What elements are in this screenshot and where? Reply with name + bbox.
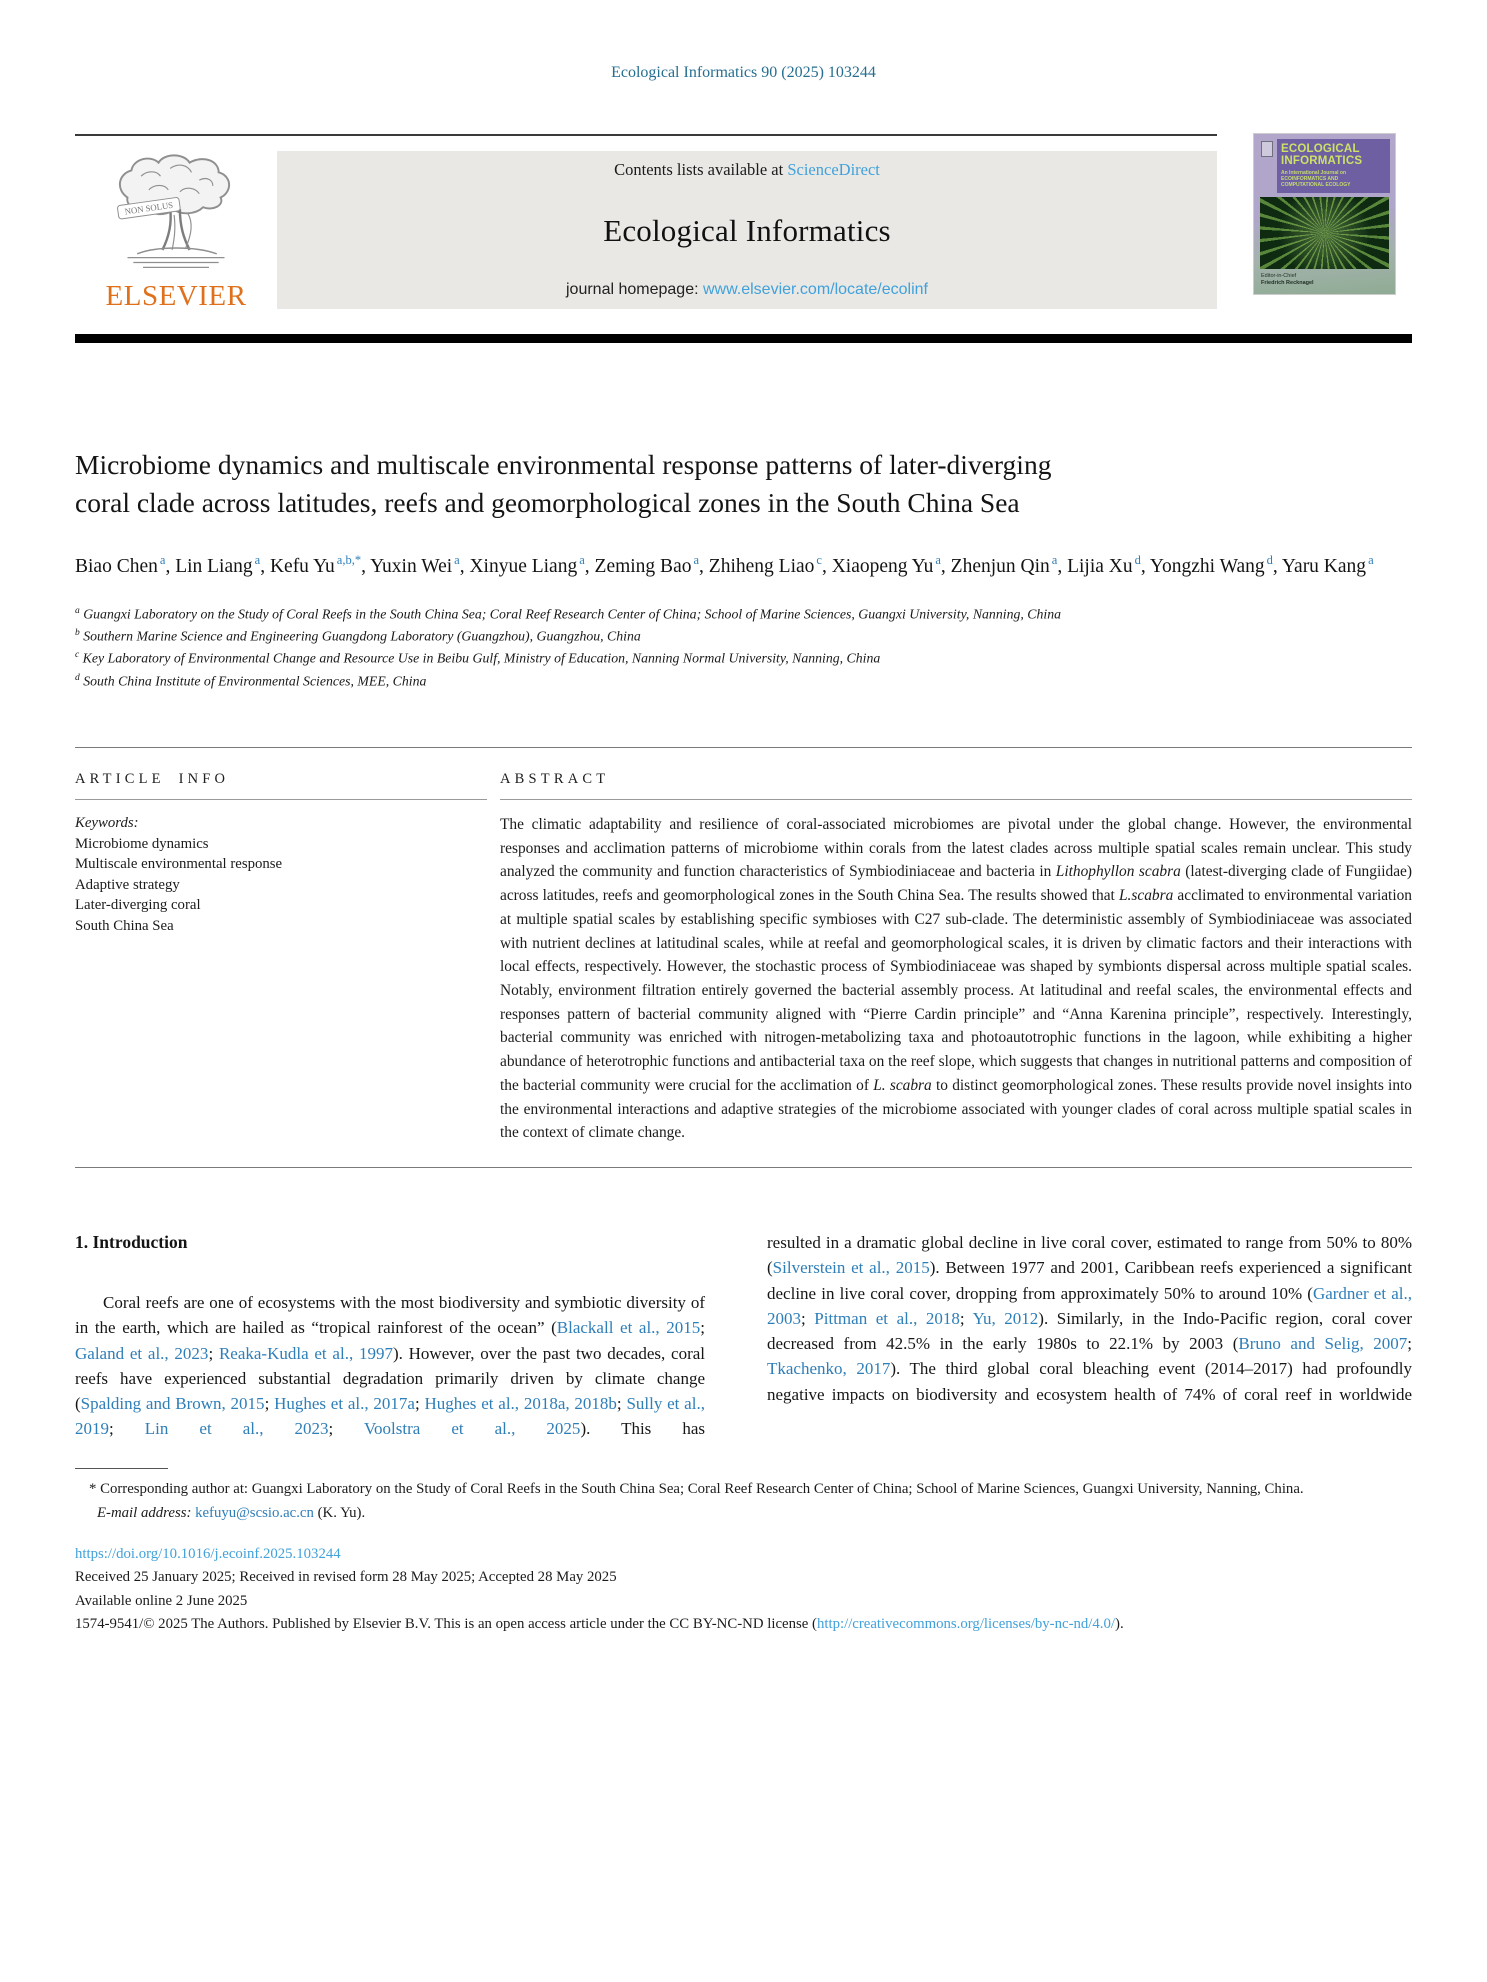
text-span: ; <box>264 1394 275 1414</box>
author-name: Lin Liang <box>175 555 253 577</box>
heading-rule <box>500 799 1412 800</box>
inline-link[interactable]: http://creativecommons.org/licenses/by-nc-nd/4.0/ <box>816 1616 1116 1633</box>
left-column <box>75 1230 705 1442</box>
italic-text: E-mail address: <box>97 1505 192 1522</box>
inline-link[interactable]: Spalding and Brown, 2015 <box>80 1394 265 1414</box>
heading-rule <box>75 799 487 800</box>
info-abstract-section <box>75 747 1412 1168</box>
affiliation-text: Key Laboratory of Environmental Change and Resource Use in Beibu Gulf, Ministry of Education, Nanning Normal University, Nanning, China <box>79 650 881 666</box>
author-affiliation-sup[interactable]: a <box>579 553 585 567</box>
keyword: Adaptive strategy <box>75 876 180 893</box>
text-span: acclimated to environmental variation at multiple spatial scales by establishing specific symbioses with C27 sub-clade. The deterministic assembly of Symbiodiniaceae was associated with nutrient declines at latitudinal scales, while at reefal and geomorphological scales, it is driven by climatic factors and their interactions with local effects, respectively. However, the stochastic process of Symbiodiniaceae was shaped by symbionts dispersal across multiple spatial scales. Notably, environment filtration entirely governed the bacterial assembly process. At latitudinal and reefal scales, the environmental effects and responses pattern of bacterial community aligned with “Pierre Cardin principle” and “Anna Karenina principle”, respectively. Interestingly, bacterial community was enriched with nitrogen-metabolizing taxa and photoautotrophic functions in the lagoon, while exhibiting a higher abundance of heterotrophic functions and antibacterial taxa on the reef slope, which suggests that changes in nutritional patterns and composition of the bacterial community were crucial for the acclimation of <box>500 887 1413 1094</box>
keyword: Microbiome dynamics <box>75 835 209 852</box>
author-affiliation-sup[interactable]: a <box>254 553 261 567</box>
received-dates: Received 25 January 2025; Received in revised form 28 May 2025; Accepted 28 May 2025 <box>75 1569 617 1586</box>
homepage-line <box>277 281 1217 299</box>
cover-subtitle: An International Journal on ECOINFORMATICS AND COMPUTATIONAL ECOLOGY <box>1281 170 1351 188</box>
available-online: Available online 2 June 2025 <box>75 1592 248 1609</box>
right-column <box>767 1230 1412 1442</box>
affiliation-label: d <box>75 672 80 683</box>
inline-link[interactable]: Hughes et al., 2017a <box>274 1394 415 1414</box>
inline-link[interactable]: Lin et al., 2023 <box>144 1419 329 1439</box>
author: Xinyue Liang $^a$, <box>469 553 595 577</box>
keywords-list <box>75 834 487 937</box>
footnote-block <box>75 1468 1412 1526</box>
mini-tree-icon <box>1261 141 1273 157</box>
affiliation-text: South China Institute of Environmental Sciences, MEE, China <box>79 673 427 689</box>
inline-link[interactable]: Sully et al., 2019 <box>75 1394 705 1439</box>
author: Zhiheng Liao $^c$, <box>708 553 832 577</box>
journal-banner-box <box>277 151 1217 309</box>
cover-elsevier-mark <box>1259 139 1274 193</box>
text-span: The climatic adaptability and resilience of coral-associated microbiomes are pivotal under the global change. However, the environmental responses and acclimation patterns of microbiome within corals from the latest clades across multiple spatial scales remain unclear. This study analyzed the community and function characteristics of Symbiodiniaceae and bacteria in <box>500 816 1412 881</box>
author-affiliation-sup[interactable]: a,b,* <box>336 553 362 567</box>
cover-editor-name: Friedrich Recknagel <box>1261 279 1314 286</box>
text-span: ; <box>1407 1334 1412 1354</box>
corresponding-author-note <box>75 1477 1412 1502</box>
inline-link[interactable]: Gardner et al., 2003 <box>767 1283 1412 1328</box>
article-info-column <box>75 748 487 1145</box>
running-head-citation[interactable]: Ecological Informatics 90 (2025) 103244 <box>611 64 876 81</box>
svg-text:NON SOLUS: NON SOLUS <box>124 199 174 217</box>
author-name: Zhiheng Liao <box>708 555 815 577</box>
contents-line <box>277 160 1217 180</box>
text-span: (K. Yu). <box>313 1505 366 1522</box>
journal-cover-thumbnail[interactable] <box>1254 134 1395 294</box>
author-affiliation-sup[interactable]: a <box>1368 553 1374 567</box>
affiliation-text: Guangxi Laboratory on the Study of Coral Reefs in the South China Sea; Coral Reef Research Center of China; School of Marine Sciences, Guangxi University, Nanning, China <box>79 606 1061 622</box>
italic-text: L. scabra <box>873 1076 932 1094</box>
text-span: to distinct geomorphological zones. These results provide novel insights into the environmental interactions and adaptive strategies of the microbiome associated with younger clades of coral across multiple spatial scales in the context of climate change. <box>500 1076 1412 1142</box>
text-span: ). However, over the past two decades, coral reefs have experienced substantial degradation primarily driven by climate change ( <box>75 1343 706 1414</box>
italic-text: L.scabra <box>1118 887 1174 905</box>
author-name: Zhenjun Qin <box>950 555 1050 577</box>
imprint-block <box>75 1543 1412 1637</box>
author-name: Yongzhi Wang <box>1149 555 1265 577</box>
text-span: ). This has <box>580 1419 705 1439</box>
abstract-text <box>500 813 1412 1145</box>
keyword: Later-diverging coral <box>75 897 201 914</box>
author-affiliation-sup[interactable]: d <box>1134 553 1141 567</box>
journal-title: Ecological Informatics <box>603 212 891 248</box>
inline-link[interactable]: kefuyu@scsio.ac.cn <box>195 1505 314 1522</box>
section-heading-introduction: 1. Introduction <box>75 1231 188 1252</box>
journal-homepage-link[interactable]: www.elsevier.com/locate/ecolinf <box>703 281 928 298</box>
text-span: resulted in a dramatic global decline in live coral cover, estimated to range from 50% to 80% ( <box>767 1232 1412 1278</box>
masthead-banner <box>75 134 1217 313</box>
author: Lijia Xu $^d$, <box>1067 553 1150 577</box>
affiliation <box>75 646 1412 668</box>
affiliation-text: Southern Marine Science and Engineering Guangdong Laboratory (Guangzhou), Guangzhou, China <box>79 628 641 644</box>
author-name: Kefu Yu <box>269 555 335 577</box>
text-span: ; <box>109 1419 145 1439</box>
text-span: * Corresponding author at: Guangxi Laboratory on the Study of Coral Reefs in the South China Sea; Coral Reef Research Center of China; School of Marine Sciences, Guangxi University, Nanning, China. <box>89 1480 1304 1497</box>
author-affiliation-sup[interactable]: a <box>159 553 166 567</box>
author-affiliation-sup[interactable]: a <box>935 553 941 567</box>
footnote-rule <box>75 1468 168 1469</box>
contents-prefix: Contents lists available at <box>614 160 784 179</box>
elsevier-logo[interactable] <box>75 151 277 313</box>
keyword: Multiscale environmental response <box>75 856 283 873</box>
abstract-column <box>500 748 1412 1145</box>
inline-link[interactable]: Yu, 2012 <box>972 1308 1039 1328</box>
masthead <box>75 134 1412 313</box>
text-span: ; <box>414 1394 425 1414</box>
inline-link[interactable]: Voolstra et al., 2025 <box>363 1419 581 1439</box>
author-affiliation-sup[interactable]: a <box>454 553 460 567</box>
article-info-heading: ARTICLE INFO <box>75 771 230 788</box>
cover-editor-label: Editor-in-Chief <box>1261 273 1297 279</box>
keywords-label: Keywords: <box>75 815 139 832</box>
italic-text: Lithophyllon scabra <box>1055 863 1181 881</box>
author: Yuxin Wei $^a$, <box>370 553 470 577</box>
intro-paragraph <box>75 1290 705 1442</box>
author: Yongzhi Wang $^d$, <box>1149 553 1282 577</box>
affiliation-list <box>75 602 1412 692</box>
author-name: Biao Chen <box>75 555 158 577</box>
inline-link[interactable]: Silverstein et al., 2015 <box>772 1258 930 1278</box>
text-span: ; <box>959 1308 973 1328</box>
inline-link[interactable]: Tkachenko, 2017 <box>767 1359 891 1379</box>
doi-link[interactable]: https://doi.org/10.1016/j.ecoinf.2025.103244 <box>75 1545 341 1562</box>
affiliation-label: c <box>75 650 80 661</box>
text-span: ; <box>328 1419 364 1439</box>
article-title: Microbiome dynamics and multiscale environmental response patterns of later-diverging coral clade across latitudes, reefs and geomorphological zones in the South China Sea <box>75 449 1052 518</box>
cover-artwork <box>1260 197 1389 269</box>
elsevier-wordmark: ELSEVIER <box>105 280 247 312</box>
affiliation-label: a <box>75 605 80 616</box>
author-affiliation-sup[interactable]: d <box>1266 553 1273 567</box>
affiliation-label: b <box>75 627 80 638</box>
affiliation <box>75 602 1412 624</box>
text-span: ). The third global coral bleaching event (2014–2017) had profoundly negative impacts on biodiversity and ecosystem health of 74% of coral reef in worldwide <box>767 1359 1412 1404</box>
author <box>1281 553 1374 577</box>
inline-link[interactable]: Bruno and Selig, 2007 <box>1238 1334 1408 1354</box>
elsevier-tree-icon <box>96 151 256 279</box>
cover-title: ECOLOGICAL INFORMATICS <box>1281 143 1363 167</box>
author: Xiaopeng Yu $^a$, <box>831 553 951 577</box>
homepage-label: journal homepage: <box>566 281 699 298</box>
intro-paragraph-continued <box>767 1230 1412 1407</box>
text-span: ; <box>208 1343 219 1363</box>
affiliation <box>75 669 1412 691</box>
author-affiliation-sup[interactable]: a <box>1051 553 1058 567</box>
keyword: South China Sea <box>75 918 174 935</box>
text-span: ). <box>1115 1616 1124 1633</box>
text-span: Coral reefs are one of ecosystems with the most biodiversity and symbiotic diversity of in the earth, which are hailed as “tropical rainforest of the ocean” ( <box>75 1292 705 1338</box>
text-span: ; <box>616 1394 627 1414</box>
introduction-section <box>75 1230 1412 1442</box>
affiliation <box>75 624 1412 646</box>
inline-link[interactable]: Hughes et al., 2018a, 2018b <box>424 1394 617 1414</box>
text-span: ; <box>801 1308 815 1328</box>
email-note <box>75 1501 1412 1526</box>
cover-title-panel <box>1277 139 1390 193</box>
author-name: Yaru Kang <box>1281 555 1367 577</box>
abstract-heading: ABSTRACT <box>500 771 610 788</box>
sciencedirect-link[interactable]: ScienceDirect <box>787 160 880 179</box>
inline-link[interactable]: Galand et al., 2023 <box>75 1343 209 1363</box>
inline-link[interactable]: Pittman et al., 2018 <box>814 1308 960 1328</box>
text-span: (latest-diverging clade of Fungiidae) across latitudes, reefs and geomorphological zones in the South China Sea. The results showed that <box>500 863 1412 905</box>
author: Zeming Bao $^a$, <box>594 553 709 577</box>
license-line <box>75 1613 1412 1636</box>
author: Biao Chen $^a$, <box>75 553 176 577</box>
author: Lin Liang $^a$, <box>175 553 270 577</box>
text-span: ). Similarly, in the Indo-Pacific region, coral cover decreased from 42.5% in the early 1980s to 22.1% by 2003 ( <box>767 1308 1412 1354</box>
inline-link[interactable]: Blackall et al., 2015 <box>556 1318 701 1338</box>
author: Kefu Yu $^{a,b,*}$, <box>269 553 371 577</box>
author-affiliation-sup[interactable]: c <box>816 553 822 567</box>
cover-editor <box>1259 273 1390 286</box>
author-name: Xinyue Liang <box>469 555 578 577</box>
inline-link[interactable]: Reaka-Kudla et al., 1997 <box>218 1343 393 1363</box>
author-name: Xiaopeng Yu <box>831 555 934 577</box>
author-list <box>75 545 1412 582</box>
author-name: Lijia Xu <box>1067 555 1133 577</box>
author-name: Zeming Bao <box>594 555 692 577</box>
text-span: 1574-9541/© 2025 The Authors. Published by Elsevier B.V. This is an open access article under the CC BY-NC-ND license ( <box>75 1616 817 1633</box>
author-name: Yuxin Wei <box>370 555 453 577</box>
author: Zhenjun Qin $^a$, <box>950 553 1068 577</box>
masthead-divider-bar <box>75 334 1412 343</box>
text-span: ). Between 1977 and 2001, Caribbean reefs experienced a significant decline in live coral cover, dropping from approximately 50% to around 10% ( <box>767 1258 1412 1303</box>
author-affiliation-sup[interactable]: a <box>693 553 700 567</box>
text-span: ; <box>700 1318 705 1338</box>
